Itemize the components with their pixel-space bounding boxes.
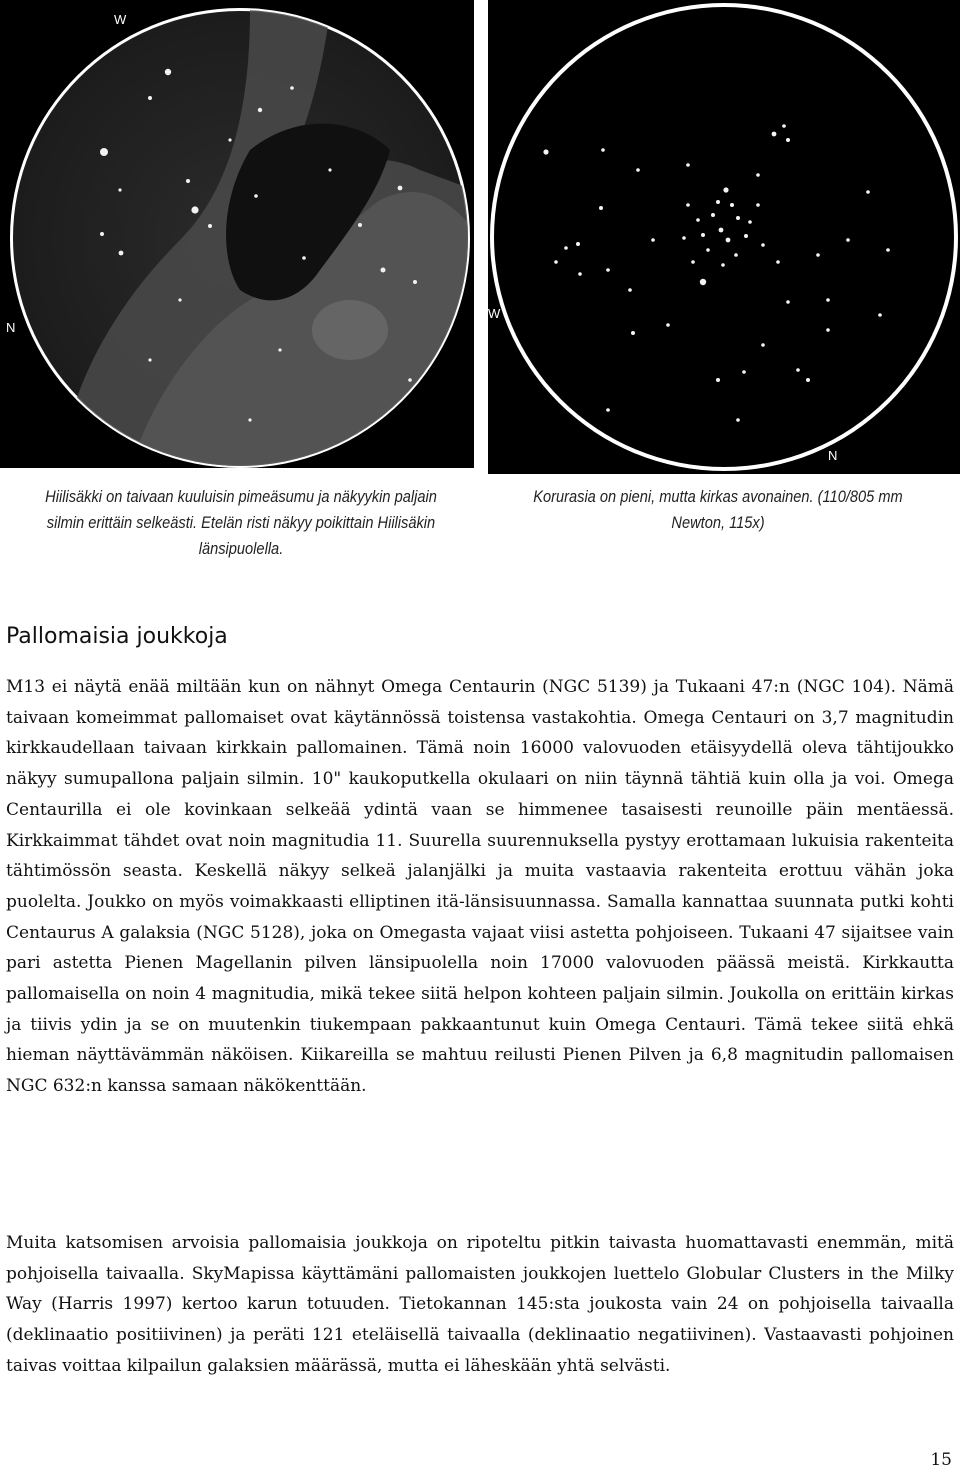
coalsack-sketch — [0, 0, 474, 468]
compass-west-label: W — [114, 12, 127, 27]
body-paragraph: M13 ei näytä enää miltään kun on nähnyt Omega Centaurin (NGC 5139) ja Tukaani 47:n (NGC 104). Nämä taivaan komeimmat pallomaiset ovat käytännössä toistensa vastakohtia. Omega Centauri on 3,7 magnitudin kirkkaudellaan taivaan kirkkain pallomainen. Tämä noin 16000 valovuoden etäisyydellä oleva tähtijoukko näkyy sumupallona paljain silmin. 10" kaukoputkella okulaari on niin täynnä tähtiä kuin olla ja voi. Omega Centaurilla ei ole kovinkaan selkeää ydintä vaan se himmenee tasaisesti reunoille päin mentäessä. Kirkkaimmat tähdet ovat noin magnitudia 11. Suurella suurennuksella pystyy erottamaan lukuisia rakenteita tähtimössön seasta. Keskellä näkyy selkeä jalanjälki ja muita vastaavia rakenteita erottuu vähän joka puolelta. Joukko on myös voimakkaasti elliptinen itä-länsisuunnassa. Samalla kannattaa suunnata putki kohti Centaurus A galaksia (NGC 5128), joka on Omegasta vajaat viisi astetta pohjoiseen. Tukaani 47 sijaitsee vain pari astetta Pienen Magellanin pilven länsipuolella noin 17000 valovuoden päässä meistä. Kirkkautta pallomaisella on noin 4 magnitudia, mikä tekee siitä helpon kohteen paljain silmin. Joukolla on erittäin kirkas ja tiivis ydin ja se on muutenkin tiukempaan pakkaantunut kuin Omega Centauri. Tämä tekee siitä ehkä hieman näyttävämmän näköisen. Kiikareilla se mahtuu reilusti Pienen Pilven ja 6,8 magnitudin pallomaisen NGC 632:n kanssa samaan näkökenttään. — [6, 677, 954, 1097]
page-number: 15 — [930, 1450, 952, 1470]
compass-north-label: N — [6, 320, 16, 335]
body-paragraph: Muita katsomisen arvoisia pallomaisia joukkoja on ripoteltu pitkin taivasta huomattavasti enemmän, mitä pohjoisella taivaalla. SkyMapissa käyttämäni pallomaisten joukkojen luettelo Globular Clusters in the Milky Way (Harris 1997) kertoo karun totuuden. Tietokannan 145:sta joukosta vain 24 on pohjoisella taivaalla (deklinaatio positiivinen) ja peräti 121 eteläisellä taivaalla (deklinaatio negatiivinen). Vastaavasti pohjoinen taivas voittaa kilpailun galaksien määrässä, mutta ei läheskään yhtä selvästi. — [6, 1233, 954, 1376]
jewel-box-drawing — [488, 0, 960, 474]
coalsack-drawing — [0, 0, 474, 468]
jewel-box-sketch — [488, 0, 960, 474]
compass-west-label: W — [488, 306, 501, 321]
coalsack-caption: Hiilisäkki on taivaan kuuluisin pimeäsumu ja näkyykin paljain silmin erittäin selkeästi. Etelän risti näkyy poikittain Hiilisäkin länsipuolella. — [45, 487, 437, 558]
section-heading: Pallomaisia joukkoja — [6, 624, 228, 649]
compass-north-label: N — [828, 448, 838, 463]
jewel-box-caption: Korurasia on pieni, mutta kirkas avonainen. (110/805 mm Newton, 115x) — [533, 487, 903, 532]
